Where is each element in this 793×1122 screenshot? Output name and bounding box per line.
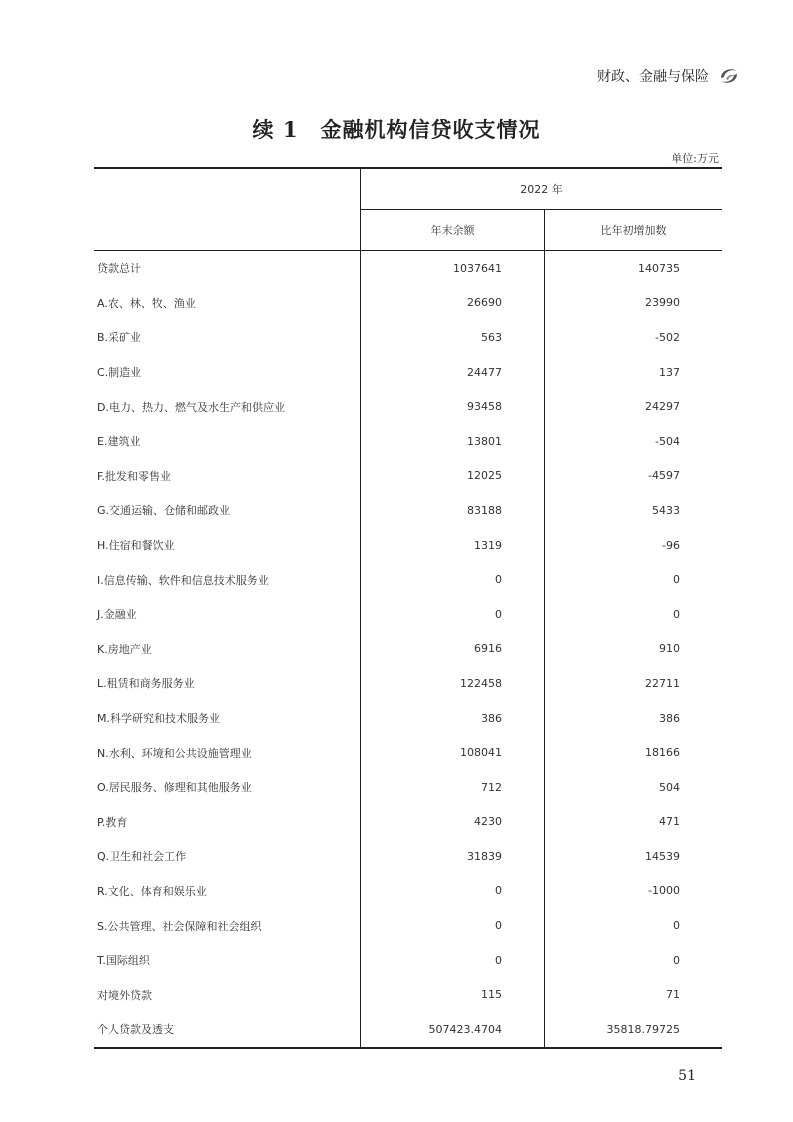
col-header-increase: 比年初增加数 [545,210,723,251]
increase-cell: 18166 [645,746,680,760]
balance-cell: 24477 [361,355,545,390]
balance-cell: 13801 [361,424,545,459]
section-title: 财政、金融与保险 [597,69,709,85]
row-label: T.国际组织 [94,943,361,978]
row-label: I.信息传输、软件和信息技术服务业 [94,562,361,597]
swirl-logo-icon [717,64,741,88]
page-number: 51 [678,1068,696,1084]
table-row [94,389,722,424]
table-row [94,977,722,1012]
stub-header [94,168,361,251]
row-label: H.住宿和餐饮业 [94,528,361,563]
table-row [94,632,722,667]
table-row [94,1012,722,1048]
increase-cell: 0 [673,573,680,587]
table-row [94,701,722,736]
col-header-balance: 年末余额 [361,210,545,251]
row-label: G.交通运输、仓储和邮政业 [94,493,361,528]
increase-cell: 140735 [638,261,680,275]
running-head [597,64,741,88]
increase-cell: -96 [662,538,680,552]
balance-cell: 0 [361,943,545,978]
row-label: C.制造业 [94,355,361,390]
row-label: N.水利、环境和公共设施管理业 [94,735,361,770]
balance-cell: 0 [361,597,545,632]
balance-cell: 563 [361,320,545,355]
table-row [94,251,722,286]
row-label: D.电力、热力、燃气及水生产和供应业 [94,389,361,424]
table-row [94,528,722,563]
row-label: 个人贷款及透支 [94,1012,361,1048]
row-label: M.科学研究和技术服务业 [94,701,361,736]
balance-cell: 93458 [361,389,545,424]
row-label: E.建筑业 [94,424,361,459]
balance-cell: 0 [361,562,545,597]
increase-cell: 0 [673,919,680,933]
table-row [94,493,722,528]
table-row [94,562,722,597]
balance-cell: 12025 [361,459,545,494]
balance-cell: 712 [361,770,545,805]
increase-cell: 0 [673,607,680,621]
increase-cell: -4597 [648,469,680,483]
increase-cell: -502 [655,330,680,344]
balance-cell: 122458 [361,666,545,701]
balance-cell: 31839 [361,839,545,874]
balance-cell: 83188 [361,493,545,528]
row-label: P.教育 [94,805,361,840]
increase-cell: 23990 [645,296,680,310]
increase-cell: 14539 [645,849,680,863]
table-row [94,908,722,943]
table-header [94,168,722,251]
increase-cell: 5433 [652,503,680,517]
row-label: 对境外贷款 [94,977,361,1012]
balance-cell: 108041 [361,735,545,770]
row-label: O.居民服务、修理和其他服务业 [94,770,361,805]
increase-cell: 386 [659,711,680,725]
table-row [94,424,722,459]
table-row [94,355,722,390]
table-row [94,286,722,321]
balance-cell: 386 [361,701,545,736]
table-row [94,805,722,840]
row-label: B.采矿业 [94,320,361,355]
balance-cell: 4230 [361,805,545,840]
row-label: F.批发和零售业 [94,459,361,494]
table-row [94,839,722,874]
balance-cell: 1319 [361,528,545,563]
balance-cell: 0 [361,874,545,909]
increase-cell: 504 [659,780,680,794]
row-label: K.房地产业 [94,632,361,667]
table-row [94,735,722,770]
table-row [94,666,722,701]
increase-cell: -1000 [648,884,680,898]
balance-cell: 0 [361,908,545,943]
table-number: 续 1 [252,117,299,142]
row-label: J.金融业 [94,597,361,632]
table-row [94,459,722,494]
increase-cell: 910 [659,642,680,656]
increase-cell: 22711 [645,676,680,690]
table-row [94,943,722,978]
balance-cell: 115 [361,977,545,1012]
table-row [94,770,722,805]
table-body [94,251,722,1048]
unit-label: 单位:万元 [671,152,719,165]
balance-cell: 1037641 [361,251,545,286]
credit-table [94,167,722,1049]
row-label: A.农、林、牧、渔业 [94,286,361,321]
table-title-text: 金融机构信贷收支情况 [320,117,541,142]
balance-cell: 26690 [361,286,545,321]
table-title [0,114,793,144]
increase-cell: 471 [659,815,680,829]
row-label: 贷款总计 [94,251,361,286]
year-header: 2022 年 [361,168,723,210]
increase-cell: 71 [666,988,680,1002]
increase-cell: 35818.79725 [606,1022,680,1036]
increase-cell: 137 [659,365,680,379]
increase-cell: 0 [673,953,680,967]
row-label: S.公共管理、社会保障和社会组织 [94,908,361,943]
row-label: Q.卫生和社会工作 [94,839,361,874]
table-row [94,320,722,355]
row-label: L.租赁和商务服务业 [94,666,361,701]
row-label: R.文化、体育和娱乐业 [94,874,361,909]
increase-cell: -504 [655,434,680,448]
balance-cell: 507423.4704 [361,1012,545,1048]
balance-cell: 6916 [361,632,545,667]
increase-cell: 24297 [645,400,680,414]
table-row [94,597,722,632]
table-row [94,874,722,909]
